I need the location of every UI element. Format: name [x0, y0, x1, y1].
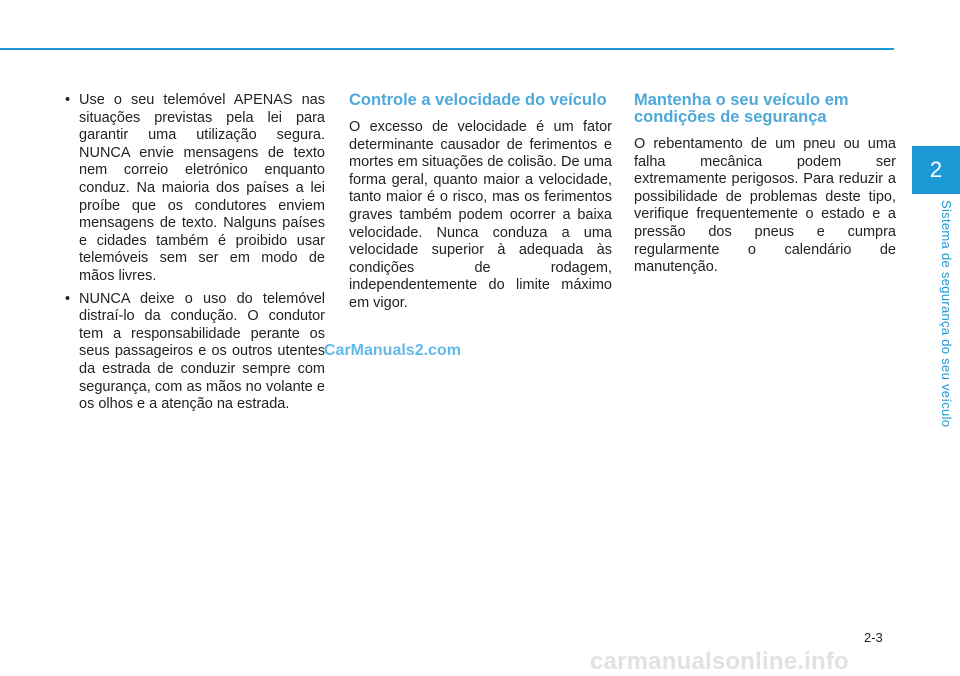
section-heading-speed: Controle a velocidade do veículo: [349, 91, 607, 109]
header-rule: [0, 48, 894, 50]
bullet-marker: •: [65, 290, 71, 307]
bullet-marker: •: [65, 92, 71, 108]
bullet-item-phone-use: [64, 92, 325, 286]
column-1: [64, 92, 325, 419]
watermark-logo: CarManuals2.com: [324, 342, 461, 359]
bullet-text: Use o seu telemóvel APENAS nas situações previstas pela lei para garantir uma utilização segura. NUNCA envie mensagens de texto nem correio eletrónico enquanto conduz. Na maioria dos países a lei proíbe que os condutores enviem mensagens de texto. Nalguns países e cidades também é proibido usar telemóveis sem ser em modo de mãos livres.: [79, 92, 325, 284]
chapter-number: 2: [929, 157, 943, 182]
section-body-speed: O excesso de velocidade é um fator determinante causador de ferimentos e mortes em situações de colisão. De uma forma geral, quanto maior a velocidade, tanto maior é o risco, mas os ferimentos graves também podem ocorrer a baixa velocidade. Nunca conduza a uma velocidade superior à adequada às condições de rodagem, independentemente do limite máximo em vigor.: [349, 119, 612, 311]
bullet-text: NUNCA deixe o uso do telemóvel distraí-lo da condução. O condutor tem a responsabilidade perante os seus passageiros e os outros utentes da estrada de conduzir sempre com segurança, com as mãos no volante e os olhos e a atenção na estrada.: [79, 290, 325, 413]
section-body-maintenance: O rebentamento de um pneu ou uma falha mecânica podem ser extremamente perigosos. Para reduzir a possibilidade de problemas deste tipo, verifique frequentemente o estado e a pressão dos pneus e cumpra regularmente o calendário de manutenção.: [634, 136, 896, 276]
page-number: 2-3: [864, 630, 883, 645]
section-heading-maintenance: Mantenha o seu veículo em condições de segurança: [634, 91, 849, 126]
bullet-list: [64, 92, 325, 414]
column-3: [634, 92, 896, 277]
chapter-title: Sistema de segurança do seu veículo: [939, 200, 954, 428]
column-2: [349, 92, 612, 313]
bullet-item-distraction: [64, 291, 325, 414]
footer-watermark: carmanualsonline.info: [590, 648, 849, 675]
chapter-number-tab: [912, 146, 960, 194]
